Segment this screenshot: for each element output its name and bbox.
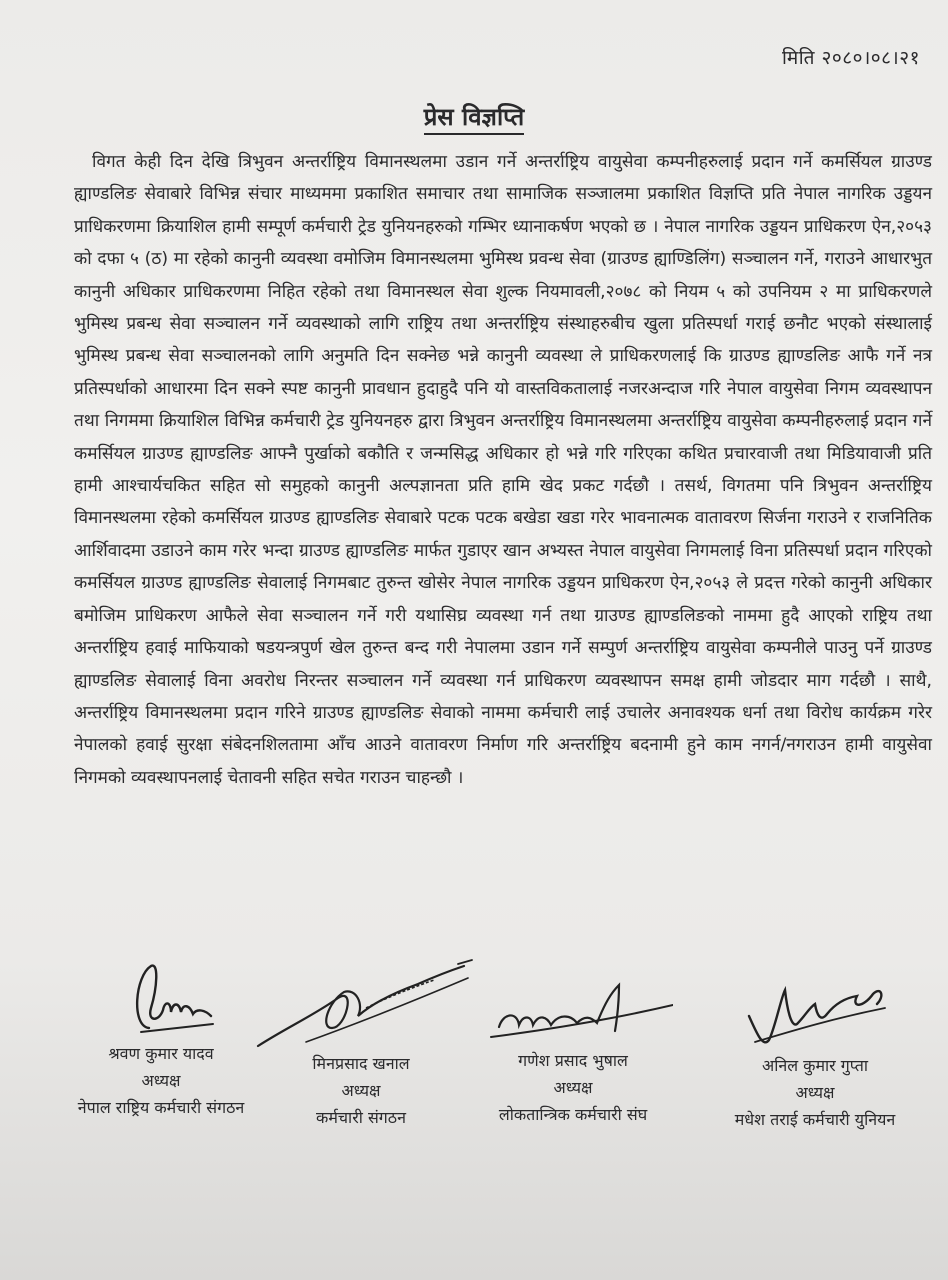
- handwritten-signature-3: [473, 975, 673, 1047]
- signatory-block-4: [700, 978, 930, 1133]
- signatory-name: मिनप्रसाद खनाल: [312, 1054, 410, 1073]
- signatory-position: अध्यक्ष: [341, 1081, 381, 1100]
- handwritten-signature-1: [101, 958, 221, 1040]
- signatory-block-1: [46, 958, 276, 1121]
- signatory-name: श्रवण कुमार यादव: [108, 1044, 214, 1063]
- signatory-position: अध्यक्ष: [553, 1078, 593, 1097]
- signatory-block-2: [246, 958, 476, 1131]
- title-text: प्रेस विज्ञप्ति: [424, 103, 524, 135]
- body-paragraph: विगत केही दिन देखि त्रिभुवन अन्तर्राष्ट्रिय विमानस्थलमा उडान गर्ने अन्तर्राष्ट्रिय वायुसेवा कम्पनीहरुलाई प्रदान गर्ने कमर्सियल ग्राउण्ड ह्याण्डलिङ सेवाबारे विभिन्न संचार माध्यममा प्रकाशित समाचार तथा सामाजिक सञ्जालमा प्रकाशित विज्ञप्ति प्रति नेपाल नागरिक उड्डयन प्राधिकरणमा क्रियाशिल हामी सम्पूर्ण कर्मचारी ट्रेड युनियनहरुको गम्भिर ध्यानाकर्षण भएको छ । नेपाल नागरिक उड्डयन प्राधिकरण ऐन,२०५३ को दफा ५ (ठ) मा रहेको कानुनी व्यवस्था वमोजिम विमानस्थलमा भुमिस्थ प्रवन्ध सेवा (ग्राउण्ड ह्याण्डिलिंग) सञ्चालन गर्ने, गराउने आधारभुत कानुनी अधिकार प्राधिकरणमा निहित रहेको तथा विमानस्थल सेवा शुल्क नियमावली,२०७८ को नियम ५ को उपनियम २ मा प्राधिकरणले भुमिस्थ प्रबन्ध सेवा सञ्चालन गर्ने व्यवस्थाको लागि राष्ट्रिय तथा अन्तर्राष्ट्रिय संस्थाहरुबीच खुला प्रतिस्पर्धा गराई छनौट भएको संस्थालाई भुमिस्थ प्रबन्ध सेवा सञ्चालनको लागि अनुमति दिन सक्नेछ भन्ने कानुनी व्यवस्था ले प्राधिकरणलाई कि ग्राउण्ड ह्याण्डलिङ आफै गर्ने नत्र प्रतिस्पर्धाको आधारमा दिन सक्ने स्पष्ट कानुनी प्रावधान हुदाहुदै पनि यो वास्तविकतालाई नजरअन्दाज गरि नेपाल वायुसेवा निगम व्यवस्थापन तथा निगममा क्रियाशिल विभिन्न कर्मचारी ट्रेड युनियनहरु द्वारा त्रिभुवन अन्तर्राष्ट्रिय विमानस्थलमा अन्तर्राष्ट्रिय वायुसेवा कम्पनीहरुलाई प्रदान गर्ने कमर्सियल ग्राउण्ड ह्याण्डलिङ आफ्नै पुर्खाको बकौति र जन्मसिद्ध अधिकार हो भन्ने गरि गरिएका कथित प्रचारवाजी तथा मिडियावाजी प्रति हामी आश्चार्यचकित सहित सो समुहको कानुनी अल्पज्ञानता प्रति हामि खेद प्रकट गर्दछौ । तसर्थ, विगतमा पनि त्रिभुवन अन्तर्राष्ट्रिय विमानस्थलमा रहेको कमर्सियल ग्राउण्ड ह्याण्डलिङ सेवाबारे पटक पटक बखेडा खडा गरेर भावनात्मक वातावरण सिर्जना गराउने र राजनितिक आर्शिवादमा उडाउने काम गरेर भन्दा ग्राउण्ड ह्याण्डलिङ मार्फत गुडाएर खान अभ्यस्त नेपाल वायुसेवा निगमलाई विना प्रतिस्पर्धा प्रदान गरिएको कमर्सियल ग्राउण्ड ह्याण्डलिङ सेवालाई निगमबाट तुरुन्त खोसेर नेपाल नागरिक उड्डयन प्राधिकरण ऐन,२०५३ ले प्रदत्त गरेको कानुनी अधिकार बमोजिम प्राधिकरण आफैले सेवा सञ्चालन गर्ने गरी यथासिघ्र व्यवस्था गर्न तथा ग्राउण्ड ह्याण्डलिङको नाममा हुदै आएको राष्ट्रिय तथा अन्तर्राष्ट्रिय हवाई माफियाको षडयन्त्रपुर्ण खेल तुरुन्त बन्द गरी नेपालमा उडान गर्ने सम्पुर्ण अन्तर्राष्ट्रिय वायुसेवा कम्पनीले पाउनु पर्ने ग्राउण्ड ह्याण्डलिङ सेवालाई विना अवरोध निरन्तर सञ्चालन गर्ने व्यवस्था गर्न प्राधिकरण व्यवस्थापन समक्ष हामी जोडदार माग गर्दछौ । साथै, अन्तर्राष्ट्रिय विमानस्थलमा प्रदान गरिने ग्राउण्ड ह्याण्डलिङ सेवाको नाममा कर्मचारी लाई उचालेर अनावश्यक धर्ना तथा विरोध कार्यक्रम गरेर नेपालको हवाई सुरक्षा संबेदनशिलतामा आँच आउने वातावरण निर्माण गरि अन्तर्राष्ट्रिय बदनामी हुने काम नगर्न/नगराउन हामी वायुसेवा निगमको व्यवस्थापनलाई चेतावनी सहित सचेत गराउन चाहन्छौ ।: [74, 152, 932, 788]
- signatory-organization: कर्मचारी संगठन: [316, 1108, 406, 1127]
- signatory-position: अध्यक्ष: [141, 1071, 181, 1090]
- handwritten-signature-2: [246, 958, 476, 1050]
- signatory-organization: नेपाल राष्ट्रिय कर्मचारी संगठन: [77, 1098, 245, 1117]
- document-title: [0, 100, 948, 133]
- signatory-organization: मधेश तराई कर्मचारी युनियन: [734, 1110, 896, 1129]
- document-date: मिति २०८०।०८।२१: [781, 47, 920, 69]
- handwritten-signature-4: [735, 978, 895, 1052]
- signatory-block-3: [458, 975, 688, 1128]
- signatory-name: गणेश प्रसाद भुषाल: [518, 1051, 628, 1070]
- signatory-organization: लोकतान्त्रिक कर्मचारी संघ: [498, 1105, 648, 1124]
- document-body: [74, 146, 932, 794]
- signatory-position: अध्यक्ष: [795, 1083, 835, 1102]
- signatory-name: अनिल कुमार गुप्ता: [761, 1056, 868, 1075]
